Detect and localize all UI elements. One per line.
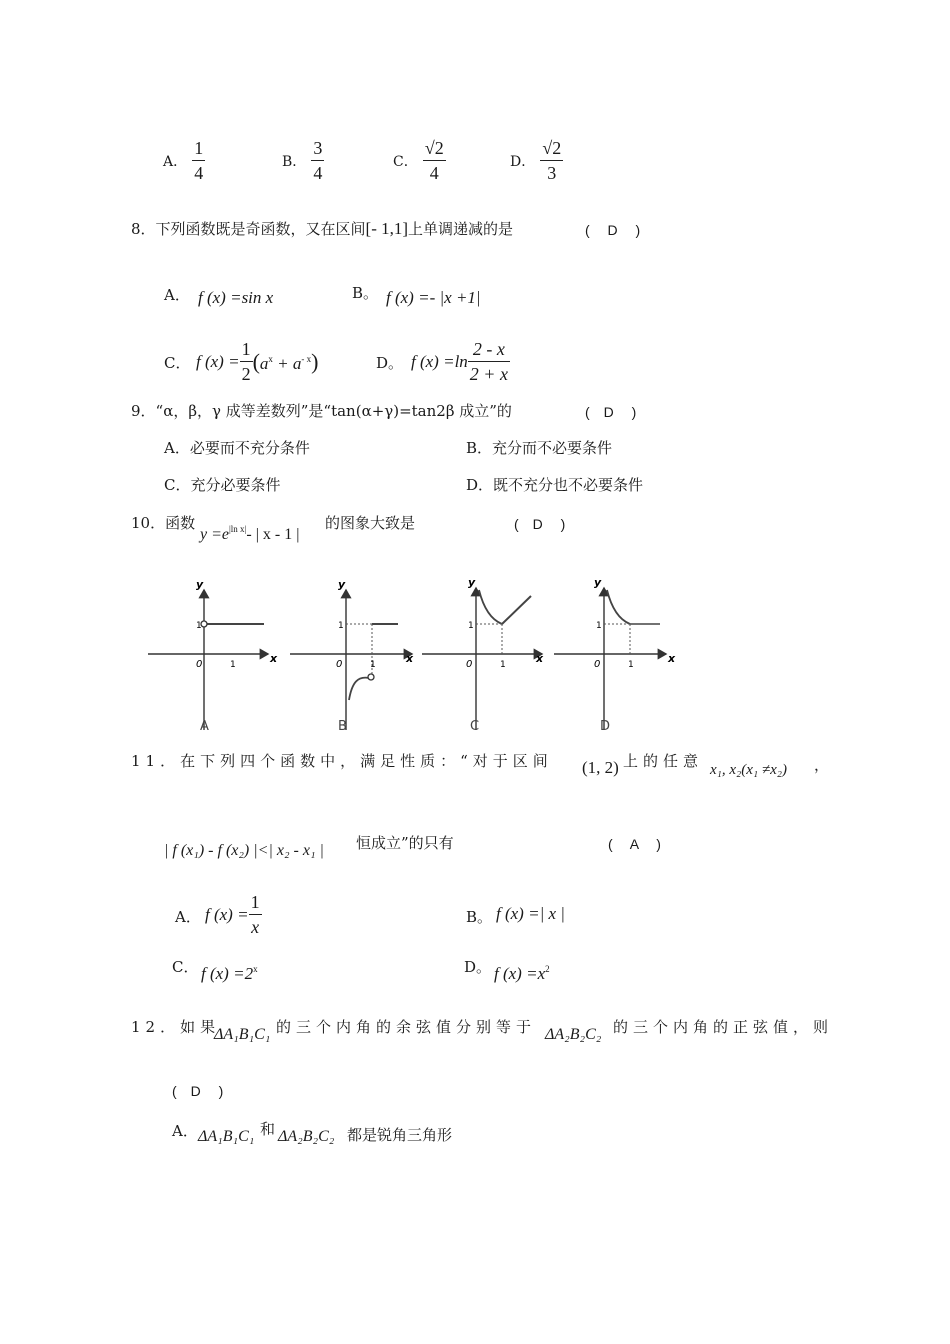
origin-label: 0	[336, 659, 343, 670]
q11-option-b-label: B。	[466, 908, 493, 926]
q10-answer: ( D )	[514, 516, 566, 532]
q12-answer: ( D )	[172, 1083, 224, 1099]
q8-stem-text: 8．下列函数既是奇函数，又在区间	[131, 220, 366, 238]
tick-y: 1	[338, 621, 344, 631]
q11-option-d-label: D。	[464, 958, 492, 976]
c-mid: + a	[272, 354, 302, 373]
q8-stem	[131, 218, 513, 239]
tick-y: 1	[596, 621, 602, 631]
expr-base: y =e	[200, 526, 229, 543]
q7-option-a	[163, 138, 205, 184]
graph-c	[422, 576, 544, 734]
q11-interval: (1, 2)	[582, 758, 619, 777]
q11-option-d-expr	[494, 964, 550, 984]
q12-stem-mid: 的三个内角的余弦值分别等于	[276, 1018, 537, 1036]
fraction	[423, 138, 446, 184]
axis-x-label: x	[668, 652, 676, 665]
q11-stem-mid: 上的任意	[623, 752, 704, 770]
q11-inequality: | f (x₁) - f (x₂) |<| x₂ - x₁ |	[164, 842, 324, 859]
q9-stem: 9．“α，β，γ 成等差数列”是“tan(α+γ)=tan2β 成立”的	[131, 402, 512, 420]
q12-option-a-and: 和	[260, 1120, 276, 1138]
axis-y-label: y	[196, 578, 204, 591]
q9-option-b: B．充分而不必要条件	[466, 439, 613, 457]
q8-stem-text-post: 上单调递减的是	[408, 220, 514, 238]
q12-option-a-tri2: ΔA₂B₂C₂	[278, 1128, 335, 1145]
tick-x: 1	[500, 660, 506, 670]
q9-option-c: C．充分必要条件	[164, 476, 281, 494]
option-label: A．	[163, 154, 188, 170]
q8-option-a-label: A．	[164, 286, 190, 304]
c-base: f (x) =2	[201, 964, 254, 983]
axis-x-label: x	[270, 652, 278, 665]
graph-c-label: C	[470, 719, 480, 734]
option-label: D．	[510, 154, 536, 170]
c-lhs: f (x) =	[196, 352, 240, 371]
numerator: 1	[194, 138, 204, 158]
c-sup1: x	[268, 354, 273, 364]
q12-triangle-2: ΔA₂B₂C₂	[545, 1026, 602, 1043]
c-end: )	[311, 349, 319, 374]
q11-stem-pre: 11．在下列四个函数中，满足性质：“对于区间	[131, 752, 553, 770]
q11-option-b-expr: f (x) =| x |	[496, 904, 565, 923]
denominator: 4	[423, 160, 446, 184]
q11-stem-post: 恒成立”的只有	[356, 834, 454, 852]
numerator: √2	[542, 138, 562, 158]
d-lhs: f (x) =ln	[411, 352, 468, 371]
origin-label: 0	[466, 659, 473, 670]
q8-option-c-expr	[196, 339, 318, 385]
fraction	[311, 138, 324, 184]
denominator: 4	[192, 160, 205, 184]
expr-post: - | x - 1 |	[246, 526, 300, 543]
denominator: 2 + x	[468, 361, 510, 385]
q8-option-d-expr	[411, 339, 510, 385]
q12-option-a-text: 都是锐角三角形	[347, 1126, 453, 1144]
numerator: 3	[313, 138, 323, 158]
axis-y-label: y	[594, 576, 602, 589]
q8-option-a-expr: f (x) =sin x	[198, 288, 274, 307]
axis-x-label: x	[406, 652, 414, 665]
c-base: a	[259, 354, 269, 373]
q12-triangle-1: ΔA₁B₁C₁	[214, 1026, 271, 1043]
q10-expr	[200, 524, 299, 544]
graph-b-label: B	[338, 719, 347, 734]
q10-stem-post: 的图象大致是	[325, 514, 416, 532]
q8-answer: ( D )	[585, 222, 641, 238]
q7-option-b	[282, 138, 324, 184]
paren: (	[252, 349, 260, 374]
q11-option-a-expr	[205, 892, 262, 938]
q10-stem-pre: 10．函数	[131, 514, 196, 532]
axis-y-label: y	[338, 578, 346, 591]
denominator: x	[249, 914, 262, 938]
fraction	[240, 339, 253, 385]
tick-x: 1	[230, 660, 236, 670]
a-lhs: f (x) =	[205, 905, 249, 924]
q12-option-a-label: A．	[172, 1122, 198, 1140]
tick-y: 1	[196, 621, 202, 631]
q7-option-d	[510, 138, 563, 184]
denominator: 2	[240, 361, 253, 385]
fraction	[249, 892, 262, 938]
fraction	[540, 138, 563, 184]
q8-interval: [- 1,1]	[365, 219, 409, 238]
q11-option-c-label: C．	[172, 958, 199, 976]
graph-d	[554, 576, 676, 734]
q9-option-a: A．必要而不充分条件	[164, 439, 310, 457]
q8-option-c-label: C．	[164, 354, 191, 372]
q7-option-c	[393, 138, 446, 184]
tick-x: 1	[370, 660, 376, 670]
fraction	[468, 339, 510, 385]
q11-option-c-expr	[201, 964, 258, 984]
axis-y-label: y	[468, 576, 476, 589]
origin-label: 0	[196, 659, 203, 670]
q12-stem-pre: 12．如果	[131, 1018, 221, 1036]
expr-sup: |ln x|	[229, 524, 247, 534]
tick-x: 1	[628, 660, 634, 670]
d-sup: 2	[545, 964, 550, 974]
q12-stem-post: 的三个内角的正弦值，则	[613, 1018, 834, 1036]
numerator: 2 - x	[472, 339, 505, 359]
q8-option-b-label: B。	[352, 284, 379, 302]
q8-option-b-expr: f (x) =- |x +1|	[386, 288, 481, 307]
fraction	[192, 138, 205, 184]
q11-option-a-label: A．	[175, 908, 201, 926]
q12-option-a-tri1: ΔA₁B₁C₁	[198, 1128, 255, 1145]
numerator: 1	[241, 339, 251, 359]
graph-b	[290, 578, 414, 734]
q9-option-d: D．既不充分也不必要条件	[466, 476, 644, 494]
q11-answer: ( A )	[608, 836, 661, 852]
q10-graphs	[140, 570, 700, 740]
denominator: 3	[540, 160, 563, 184]
graph-a-label: A	[200, 719, 209, 734]
axis-x-label: x	[536, 652, 544, 665]
q8-option-d-label: D。	[376, 354, 404, 372]
denominator: 4	[311, 160, 324, 184]
origin-label: 0	[594, 659, 601, 670]
c-sup: x	[253, 964, 258, 974]
c-rest	[252, 349, 319, 374]
c-sup2: - x	[301, 354, 312, 364]
numerator: 1	[250, 892, 260, 912]
q11-comma: ，	[814, 756, 830, 774]
option-label: C．	[393, 154, 418, 170]
option-label: B．	[282, 154, 307, 170]
d-base: f (x) =x	[494, 964, 546, 983]
graph-d-label: D	[600, 719, 611, 734]
q9-answer: ( D )	[585, 404, 637, 420]
graph-a	[148, 578, 278, 734]
q11-vars: x₁, x₂(x₁ ≠x₂)	[710, 762, 787, 778]
numerator: √2	[424, 138, 444, 158]
tick-y: 1	[468, 621, 474, 631]
